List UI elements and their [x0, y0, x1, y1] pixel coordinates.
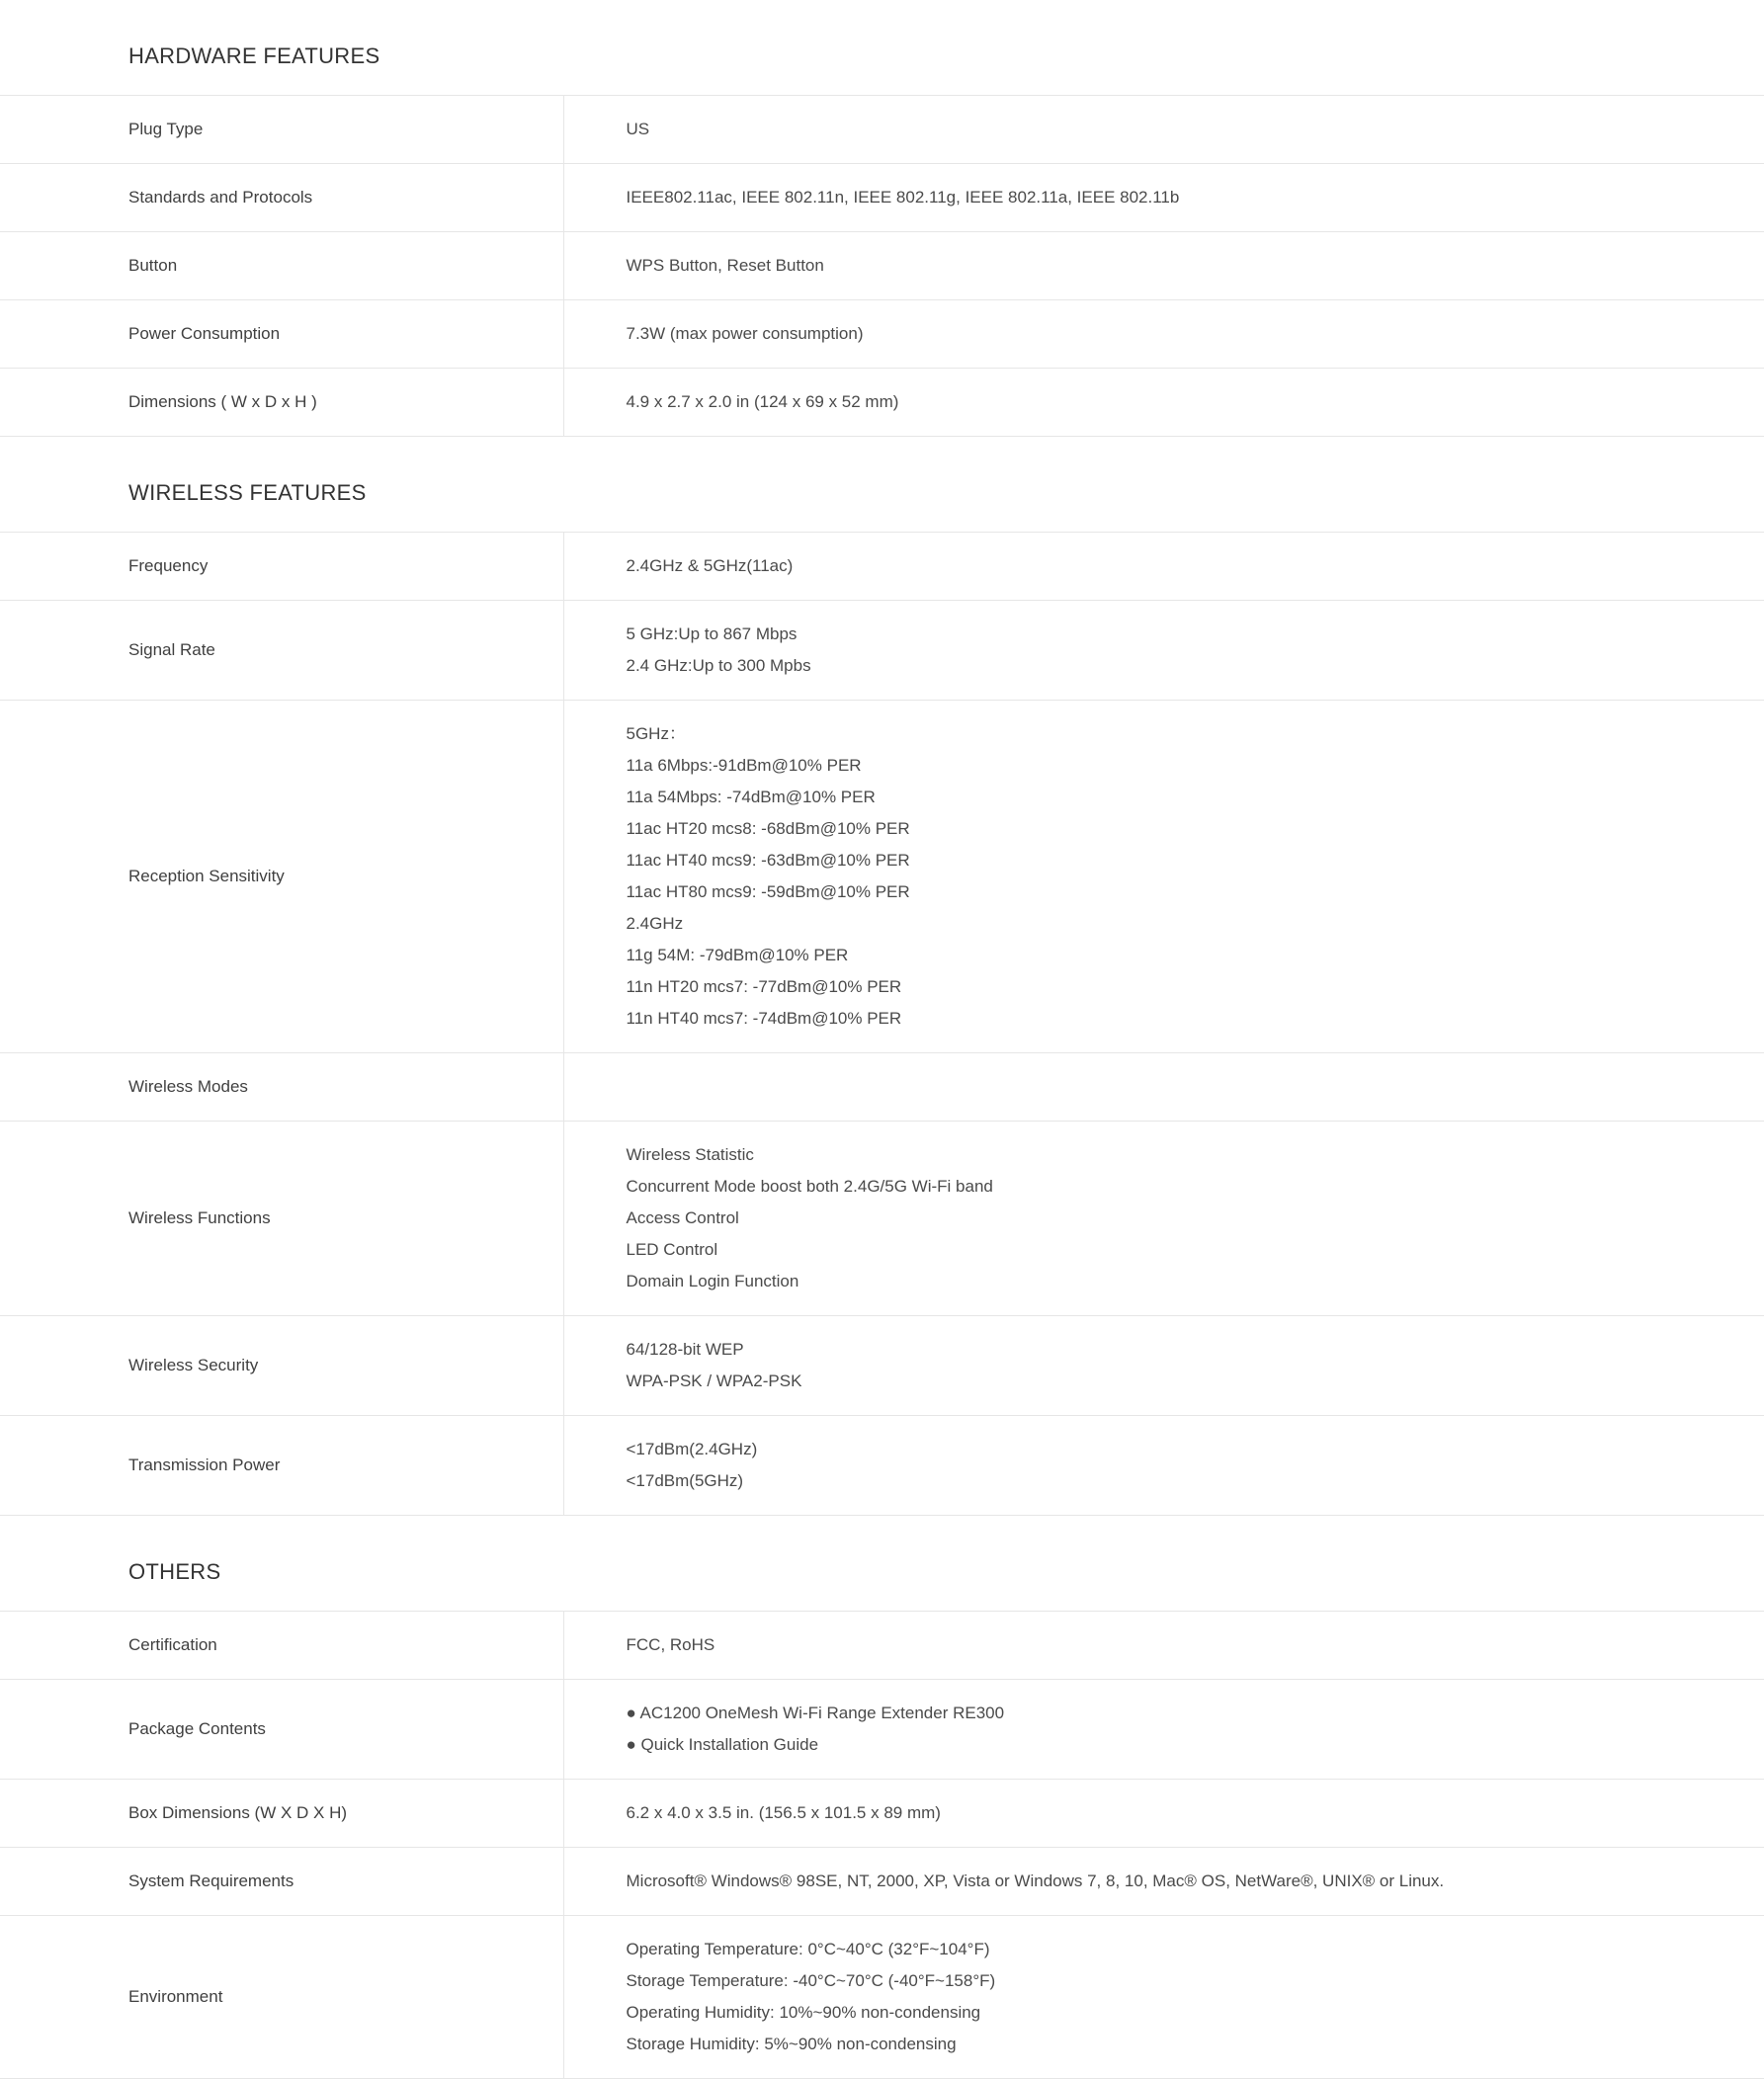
- spec-value: [563, 1848, 1764, 1916]
- spec-label: Power Consumption: [0, 300, 563, 369]
- spec-value-line: 11g 54M: -79dBm@10% PER: [626, 946, 849, 964]
- spec-section: [0, 437, 1764, 1516]
- spec-value-line: LED Control: [626, 1240, 718, 1259]
- spec-value-line: ● AC1200 OneMesh Wi-Fi Range Extender RE300: [626, 1704, 1005, 1722]
- spec-value-line: 6.2 x 4.0 x 3.5 in. (156.5 x 101.5 x 89 mm): [626, 1803, 941, 1822]
- table-row: [0, 1916, 1764, 2079]
- spec-value-line: 2.4GHz: [626, 914, 684, 933]
- spec-table: [0, 1611, 1764, 2079]
- spec-value: [563, 1680, 1764, 1780]
- spec-label: Certification: [0, 1612, 563, 1680]
- table-row: [0, 1680, 1764, 1780]
- spec-label: Wireless Security: [0, 1316, 563, 1416]
- table-row: [0, 369, 1764, 437]
- spec-value-line: 11n HT40 mcs7: -74dBm@10% PER: [626, 1009, 902, 1028]
- spec-value: [563, 96, 1764, 164]
- spec-value-line: 11a 54Mbps: -74dBm@10% PER: [626, 788, 876, 806]
- spec-label: Dimensions ( W x D x H ): [0, 369, 563, 437]
- spec-value-line: WPA-PSK / WPA2-PSK: [626, 1372, 802, 1390]
- spec-label: Transmission Power: [0, 1416, 563, 1516]
- spec-value-line: 11ac HT20 mcs8: -68dBm@10% PER: [626, 819, 910, 838]
- spec-label: Box Dimensions (W X D X H): [0, 1780, 563, 1848]
- spec-value-line: FCC, RoHS: [626, 1635, 715, 1654]
- table-row: [0, 232, 1764, 300]
- table-row: [0, 601, 1764, 701]
- spec-value: [563, 601, 1764, 701]
- table-row: [0, 1316, 1764, 1416]
- spec-value-line: <17dBm(2.4GHz): [626, 1440, 758, 1458]
- table-row: [0, 1612, 1764, 1680]
- spec-label: Plug Type: [0, 96, 563, 164]
- spec-value-line: 64/128-bit WEP: [626, 1340, 744, 1359]
- spec-value-line: Domain Login Function: [626, 1272, 799, 1290]
- spec-value-line: 11a 6Mbps:-91dBm@10% PER: [626, 756, 862, 775]
- spec-value-line: WPS Button, Reset Button: [626, 256, 824, 275]
- spec-label: Package Contents: [0, 1680, 563, 1780]
- spec-value-line: Microsoft® Windows® 98SE, NT, 2000, XP, Vista or Windows 7, 8, 10, Mac® OS, NetWare®, UNIX® or Linux.: [626, 1871, 1445, 1890]
- spec-value: [563, 533, 1764, 601]
- spec-label: Reception Sensitivity: [0, 701, 563, 1053]
- table-row: [0, 164, 1764, 232]
- section-title-block: [0, 437, 1764, 532]
- table-row: [0, 1416, 1764, 1516]
- spec-label: Wireless Functions: [0, 1122, 563, 1316]
- table-row: [0, 1848, 1764, 1916]
- spec-value-line: 11n HT20 mcs7: -77dBm@10% PER: [626, 977, 902, 996]
- spec-label: System Requirements: [0, 1848, 563, 1916]
- spec-value: [563, 1316, 1764, 1416]
- spec-table: [0, 95, 1764, 437]
- spec-value: [563, 232, 1764, 300]
- spec-value-line: 11ac HT40 mcs9: -63dBm@10% PER: [626, 851, 910, 870]
- spec-value-line: Storage Humidity: 5%~90% non-condensing: [626, 2035, 957, 2053]
- spec-value-line: Operating Temperature: 0°C~40°C (32°F~104°F): [626, 1940, 990, 1958]
- spec-value: [563, 300, 1764, 369]
- spec-label: Signal Rate: [0, 601, 563, 701]
- spec-value-line: 11ac HT80 mcs9: -59dBm@10% PER: [626, 882, 910, 901]
- spec-value-line: US: [626, 120, 650, 138]
- spec-value-line: Concurrent Mode boost both 2.4G/5G Wi-Fi band: [626, 1177, 993, 1196]
- spec-value-line: 4.9 x 2.7 x 2.0 in (124 x 69 x 52 mm): [626, 392, 899, 411]
- spec-value-line: <17dBm(5GHz): [626, 1471, 744, 1490]
- table-row: [0, 1780, 1764, 1848]
- section-title-block: [0, 1516, 1764, 1611]
- spec-value-line: IEEE802.11ac, IEEE 802.11n, IEEE 802.11g, IEEE 802.11a, IEEE 802.11b: [626, 188, 1180, 207]
- spec-table: [0, 532, 1764, 1516]
- spec-value-line: Storage Temperature: -40°C~70°C (-40°F~158°F): [626, 1971, 996, 1990]
- spec-label: Wireless Modes: [0, 1053, 563, 1122]
- section-title: HARDWARE FEATURES: [128, 43, 380, 68]
- section-title: OTHERS: [128, 1559, 221, 1584]
- table-row: [0, 701, 1764, 1053]
- spec-value: [563, 369, 1764, 437]
- spec-value-line: 5GHz：: [626, 724, 686, 743]
- spec-value: [563, 164, 1764, 232]
- spec-value: [563, 1053, 1764, 1122]
- spec-label: Environment: [0, 1916, 563, 2079]
- spec-value-line: Access Control: [626, 1208, 739, 1227]
- spec-value: [563, 701, 1764, 1053]
- spec-value-line: 7.3W (max power consumption): [626, 324, 864, 343]
- table-row: [0, 533, 1764, 601]
- spec-section: [0, 1516, 1764, 2079]
- section-title: WIRELESS FEATURES: [128, 480, 367, 505]
- spec-label: Frequency: [0, 533, 563, 601]
- table-row: [0, 300, 1764, 369]
- spec-value: [563, 1416, 1764, 1516]
- spec-value: [563, 1612, 1764, 1680]
- table-row: [0, 96, 1764, 164]
- table-row: [0, 1122, 1764, 1316]
- spec-label: Button: [0, 232, 563, 300]
- spec-value-line: Operating Humidity: 10%~90% non-condensing: [626, 2003, 981, 2022]
- spec-label: Standards and Protocols: [0, 164, 563, 232]
- spec-value-line: 2.4GHz & 5GHz(11ac): [626, 556, 794, 575]
- spec-value: [563, 1916, 1764, 2079]
- section-title-block: [0, 0, 1764, 95]
- spec-value-line: 5 GHz:Up to 867 Mbps: [626, 624, 798, 643]
- spec-value-line: Wireless Statistic: [626, 1145, 754, 1164]
- spec-value-line: ● Quick Installation Guide: [626, 1735, 819, 1754]
- spec-value-line: 2.4 GHz:Up to 300 Mpbs: [626, 656, 811, 675]
- spec-value: [563, 1780, 1764, 1848]
- spec-value: [563, 1122, 1764, 1316]
- spec-section: [0, 0, 1764, 437]
- table-row: [0, 1053, 1764, 1122]
